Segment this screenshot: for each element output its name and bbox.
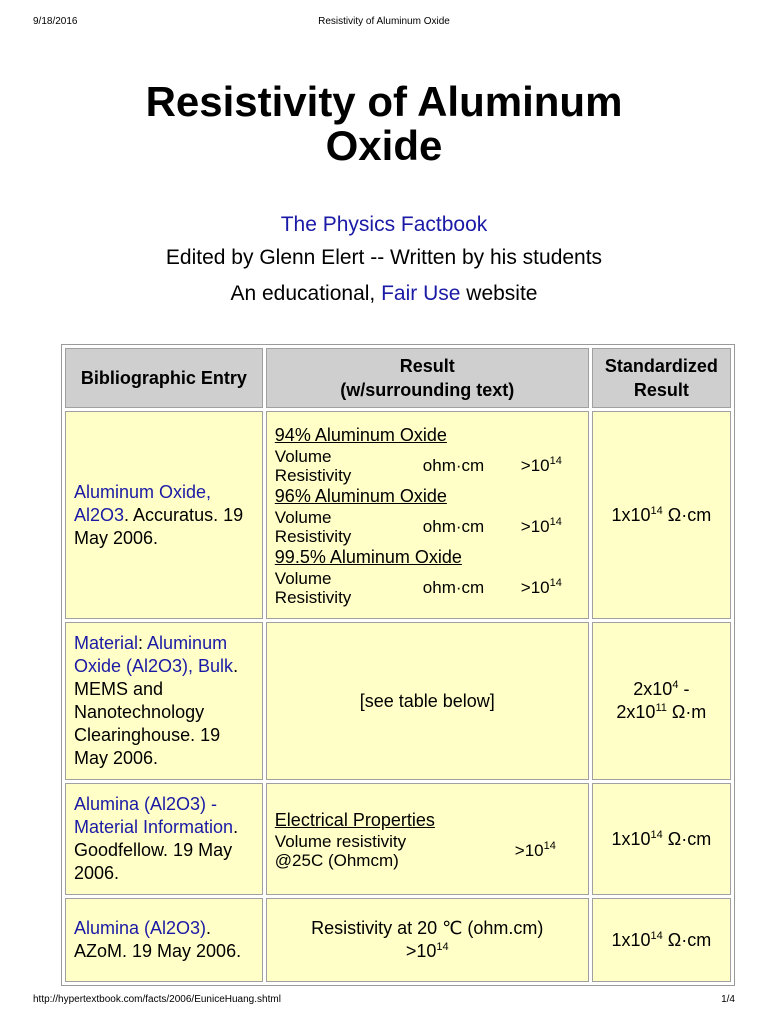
- table-row: [65, 985, 731, 986]
- standardized-cell: [592, 411, 731, 619]
- header-std-line1: Standardized: [604, 356, 718, 376]
- factbook-line: [0, 213, 768, 237]
- bib-link[interactable]: Aluminum Oxide, Al2O3: [74, 481, 212, 525]
- bib-cell: [65, 985, 263, 986]
- result-label-line2: Resistivity: [274, 587, 352, 607]
- header-standardized-result: [592, 348, 731, 408]
- edited-by-line: Edited by Glenn Elert -- Written by his students: [165, 246, 603, 269]
- result-line2: [275, 940, 580, 963]
- result-value: [521, 569, 562, 597]
- result-cell: [266, 411, 589, 619]
- result-label-line1: Volume resistivity: [274, 831, 407, 851]
- result-item: [275, 447, 580, 485]
- table-header-row: [65, 348, 731, 408]
- std-exp: 14: [650, 828, 663, 841]
- standardized-cell: [592, 622, 731, 780]
- std-exp: 14: [650, 504, 663, 517]
- std-exp: 14: [650, 929, 663, 942]
- page-title: Resistivity of Aluminum Oxide: [145, 78, 623, 169]
- std-base: 1x10: [611, 504, 651, 525]
- educational-suffix: website: [460, 282, 538, 305]
- result-value-base: >10: [405, 941, 437, 961]
- standardized-cell: [592, 783, 731, 895]
- result-heading: 94% Aluminum Oxide: [274, 424, 447, 445]
- table-row: [65, 898, 731, 982]
- result-value-base: >10: [520, 516, 550, 536]
- bib-link-aluminum-oxide[interactable]: Aluminum Oxide (Al2O3), Bulk: [74, 633, 234, 676]
- result-label: [275, 447, 423, 485]
- educational-prefix: An educational,: [230, 282, 382, 305]
- result-label: [275, 508, 423, 546]
- result-value-exp: 14: [543, 839, 556, 852]
- result-label-line2: Resistivity: [274, 526, 352, 546]
- result-heading: 99.5% Aluminum Oxide: [274, 546, 462, 567]
- bib-link[interactable]: Alumina (Al2O3): [74, 918, 207, 938]
- result-value-exp: 14: [436, 941, 449, 953]
- std-base: 1x10: [611, 929, 651, 950]
- fair-use-link[interactable]: Fair Use: [381, 282, 461, 305]
- result-label: [275, 832, 515, 870]
- header-bibliographic-entry: Bibliographic Entry: [65, 348, 263, 408]
- bib-cell: [65, 783, 263, 895]
- factbook-link[interactable]: The Physics Factbook: [280, 213, 488, 236]
- result-value-base: >10: [514, 840, 544, 860]
- standardized-cell: [592, 898, 731, 982]
- std-base: 1x10: [611, 828, 651, 849]
- result-unit: ohm·cm: [422, 577, 485, 597]
- bib-cell: [65, 898, 263, 982]
- result-value-base: >10: [520, 577, 550, 597]
- std-exp-b: 11: [655, 702, 667, 714]
- result-label-line1: Volume: [274, 568, 332, 588]
- table-row: [65, 622, 731, 780]
- result-cell: [266, 783, 589, 895]
- result-item: [275, 832, 580, 870]
- bib-text: . Goodfellow. 19 May 2006.: [74, 817, 239, 883]
- bib-separator: :: [138, 633, 148, 653]
- result-line1: Resistivity at 20 ℃ (ohm.cm): [311, 918, 544, 938]
- bib-link[interactable]: Alumina (Al2O3) - Material Information: [74, 794, 234, 837]
- header-result-line1: Result: [399, 356, 455, 376]
- result-heading: 96% Aluminum Oxide: [274, 485, 447, 506]
- bib-link-material[interactable]: Material: [74, 633, 139, 653]
- result-unit: ohm·cm: [422, 455, 485, 475]
- result-item: [275, 569, 580, 607]
- educational-line: [0, 282, 768, 306]
- std-exp-a: 4: [672, 679, 679, 691]
- std-unit: Ω·cm: [662, 828, 712, 849]
- result-value-exp: 14: [549, 576, 562, 589]
- standardized-cell: [592, 985, 731, 986]
- std-line1: [597, 678, 726, 701]
- results-table: [61, 344, 735, 986]
- header-result-line2: (w/surrounding text): [340, 380, 515, 400]
- result-value: [515, 832, 556, 860]
- result-item: [275, 508, 580, 546]
- std-base-a: 2x10: [633, 679, 673, 699]
- result-cell: [266, 985, 589, 986]
- result-cell: [see table below]: [266, 622, 589, 780]
- result-value: [521, 508, 562, 536]
- result-value: [521, 447, 562, 475]
- result-cell: [266, 898, 589, 982]
- table-row: [65, 783, 731, 895]
- table-row: [65, 411, 731, 619]
- result-label-line2: @25C (Ohmcm): [274, 850, 399, 870]
- header-std-line2: Result: [633, 380, 689, 400]
- bib-cell: [65, 411, 263, 619]
- std-unit: Ω·cm: [662, 929, 712, 950]
- print-footer-url: http://hypertextbook.com/facts/2006/EuniceHuang.shtml: [33, 994, 281, 1005]
- header-result: [266, 348, 589, 408]
- std-unit: Ω·cm: [662, 504, 712, 525]
- bib-cell: [65, 622, 263, 780]
- std-base-b: 2x10: [616, 702, 656, 722]
- result-label-line2: Resistivity: [274, 465, 352, 485]
- std-line2: [597, 701, 726, 724]
- result-value-base: >10: [520, 455, 550, 475]
- bib-text: . Accuratus. 19 May 2006.: [74, 504, 244, 548]
- std-dash: -: [678, 679, 690, 699]
- print-header-title: Resistivity of Aluminum Oxide: [318, 16, 450, 27]
- result-unit: ohm·cm: [422, 516, 485, 536]
- std-unit: Ω·m: [666, 702, 707, 722]
- result-value-exp: 14: [549, 454, 562, 467]
- result-value-exp: 14: [549, 515, 562, 528]
- bib-text: . AZoM. 19 May 2006.: [74, 918, 242, 961]
- result-label: [275, 569, 423, 607]
- print-date: 9/18/2016: [33, 16, 78, 27]
- print-page-number: 1/4: [721, 994, 735, 1005]
- result-label-line1: Volume: [274, 446, 332, 466]
- bib-text: . MEMS and Nanotechnology Clearinghouse. 19 May 2006.: [74, 656, 239, 768]
- result-heading: Electrical Properties: [274, 809, 435, 830]
- result-label-line1: Volume: [274, 507, 332, 527]
